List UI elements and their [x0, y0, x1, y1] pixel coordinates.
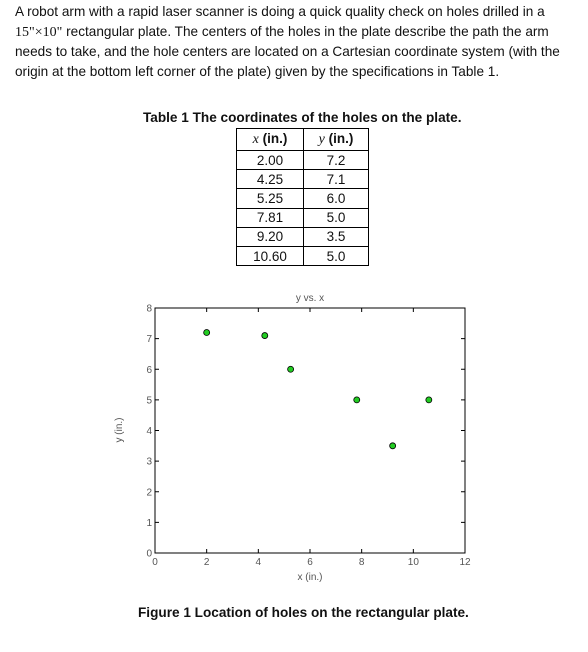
table-caption: Table 1 The coordinates of the holes on the plate. [143, 110, 462, 125]
x-axis-label: x (in.) [297, 572, 323, 583]
cell-y: 7.1 [304, 170, 369, 189]
data-points [204, 330, 432, 449]
y-tick-label: 8 [146, 303, 152, 315]
x-tick-label: 6 [307, 557, 313, 568]
y-tick-label: 4 [146, 426, 152, 437]
table-row [237, 189, 369, 208]
table-row [237, 227, 369, 246]
cell-x: 7.81 [237, 208, 304, 227]
plate-dimensions: 15"×10" [15, 24, 63, 40]
cell-y: 5.0 [304, 208, 369, 227]
y-tick-label: 5 [146, 395, 152, 407]
x-tick-label: 10 [407, 557, 419, 568]
intro-line-1: A robot arm with a rapid laser scanner is doing a quick quality check on holes drilled in a [15, 4, 545, 19]
cell-y: 3.5 [304, 227, 369, 246]
data-point [288, 366, 294, 372]
y-tick-label: 1 [146, 517, 152, 529]
intro-line-2-text: rectangular plate. The centers of the holes in the plate describe the path the arm [62, 23, 549, 39]
x-tick-label: 4 [255, 557, 262, 568]
table-header-row [237, 129, 369, 151]
cell-x: 10.60 [237, 246, 304, 265]
table-row [237, 170, 369, 189]
cell-x: 5.25 [237, 189, 304, 208]
y-axis-label: y (in.) [114, 417, 125, 443]
x-tick-label: 12 [459, 557, 471, 568]
cell-y: 5.0 [304, 246, 369, 265]
coordinates-table [236, 128, 369, 266]
x-tick-label: 2 [203, 557, 210, 568]
data-point [204, 330, 210, 336]
intro-line-4: origin at the bottom left corner of the plate) given by the specifications in Table 1. [15, 63, 500, 79]
y-tick-label: 0 [146, 548, 152, 560]
data-point [426, 397, 432, 403]
intro-paragraph [15, 2, 588, 81]
header-y [304, 129, 369, 151]
table-row [237, 208, 369, 227]
axis-ticks [146, 304, 471, 569]
header-y-var: y [318, 132, 325, 147]
header-x-unit: (in.) [258, 131, 288, 146]
chart-title: y vs. x [295, 293, 325, 304]
header-x [237, 129, 304, 151]
data-point [390, 443, 396, 449]
x-tick-label: 8 [358, 557, 365, 568]
cell-x: 2.00 [237, 151, 304, 170]
y-tick-label: 2 [146, 487, 152, 499]
cell-y: 7.2 [304, 151, 369, 170]
data-point [262, 333, 268, 339]
scatter-chart [100, 288, 480, 588]
y-tick-label: 7 [146, 334, 152, 346]
header-x-var: x [252, 132, 259, 147]
cell-x: 9.20 [237, 227, 304, 246]
figure-caption: Figure 1 Location of holes on the rectangular plate. [138, 605, 469, 620]
table-row [237, 151, 369, 170]
intro-line-3: needs to take, and the hole centers are located on a Cartesian coordinate system (with the [15, 44, 560, 59]
plot-area [155, 308, 465, 553]
cell-y: 6.0 [304, 189, 369, 208]
intro-line-2 [15, 22, 588, 43]
y-tick-label: 3 [146, 456, 152, 468]
header-y-unit: (in.) [324, 131, 354, 146]
y-tick-label: 6 [146, 364, 152, 376]
cell-x: 4.25 [237, 170, 304, 189]
x-tick-label: 0 [152, 557, 158, 568]
data-point [354, 397, 360, 403]
table-row [237, 246, 369, 265]
